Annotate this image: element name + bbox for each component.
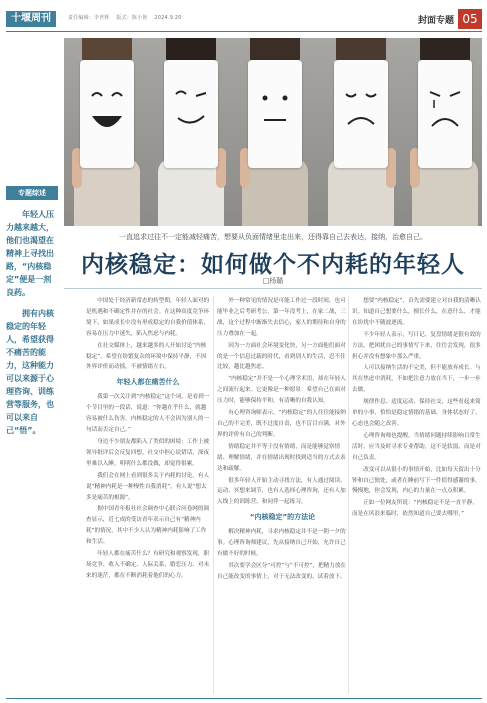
body-paragraph: 解决精神内耗，寻求内核稳定并不是一朝一夕的事。心理咨询师建议，先从接纳自己开始，允许自己有做不好的时候。 (217, 529, 346, 558)
photo-caption: 一直追求过往不一定能减轻痛苦，想要从负面情绪里走出来，还得靠自己去表达，接纳，治愈自己。 (119, 233, 427, 241)
body-paragraph: 据中国青年报社社会调查中心联合问卷网的调查显示，近七成的受访青年表示自己有“精神内耗”的情况，其中不少人认为精神内耗影响了工作和生活。 (86, 506, 210, 546)
body-paragraph: 年轻人都在痛苦什么？有研究和观察发现，职场竞争、收入不确定、人际关系、婚恋压力、对未来的迷茫，都在不断消耗着他们的心力。 (86, 551, 210, 579)
person-4 (326, 38, 396, 226)
body-paragraph: 人可以接纳生活的不完美，但不能放弃成长。与其在焦虑中消耗，不如把注意力放在当下，一步一步去做。 (352, 365, 481, 394)
body-paragraph: 身边不少朋友都陷入了类似的困境：工作上被领导批评后会反复回想，社交中担心说错话，深夜里难以入睡，明明什么都没做，却觉得很累。 (86, 438, 210, 467)
body-paragraph: 情绪稳定并不等于没有情绪，而是能够觉察情绪、理解情绪，并在情绪出现时找到适当的方式去表达和疏解。 (217, 443, 346, 472)
happy-face-mask (80, 60, 134, 168)
body-paragraph: 心理咨询师也提醒，当情绪问题持续影响日常生活时，应当及时寻求专业帮助，这不是软弱，而是对自己负责。 (352, 432, 481, 461)
body-paragraph: 在社交媒体上，越来越多的人开始讨论“内核稳定”，希望在纷繁复杂的环境中保持平静，不因外界评价而动摇，不被情绪左右。 (86, 342, 207, 371)
article-column-1 (86, 296, 210, 696)
sad-face-mask (334, 60, 388, 168)
neutral-face-mask (248, 60, 302, 168)
body-paragraph: 不少年轻人表示，写日记、复盘情绪是很有效的方法。把困扰自己的事情写下来，往往会发现，很多担心并没有想象中那么严重。 (352, 331, 481, 360)
top-rule (6, 31, 482, 32)
issue-date: 2024.9.20 (154, 15, 182, 21)
title-rule (64, 288, 482, 289)
editor-credits (68, 14, 187, 21)
sidebar-paragraph: 拥有内核稳定的年轻人，希望获得不痛苦的能力，这种能力可以来源于心理咨询、训练营等服务，也可以来自己“悟”。 (6, 309, 54, 435)
article-column-3 (352, 296, 483, 696)
person-2 (156, 38, 226, 226)
page-number: 05 (458, 9, 482, 29)
body-paragraph: 正如一位网友所说：“内核稳定不是一直平静，而是在风浪来临时，依然知道自己要去哪里。” (352, 500, 478, 518)
body-paragraph: 中国处于经济新常态的转型期，年轻人面对的是机遇和不确定性并存的社会。在这种高度竞争环境下，如果成长中没有形成稳定的自我价值体系，容易在压力中迷失，陷入焦虑与内耗。 (86, 298, 210, 337)
column-divider (213, 296, 214, 694)
section-heading: 年轻人都在痛苦什么 (116, 378, 180, 387)
section-title: 封面专题 (417, 16, 454, 26)
person-5 (410, 38, 480, 226)
layout-credit: 版式：陈小艳 (116, 15, 148, 21)
sidebar-paragraph: 年轻人压力越来越大，他们也渴望在精神上寻找出路，“内核稳定”便是一剂良药。 (6, 210, 54, 297)
body-paragraph: 外一种常见的情况是可能工作过一段时间，也可能毕业之后考研考公，第一年没考上，在家二战，三战，这个过程中渐渐失去信心，家人的期待和自身的压力叠加在一起。 (217, 298, 346, 337)
cover-photo (64, 38, 482, 226)
article-column-2 (217, 296, 348, 696)
body-paragraph: 想要“内核稳定”，首先需要建立对自我的清晰认识。知道自己想要什么，擅长什么，在意什么，才能在纷扰中不随波逐流。 (352, 298, 481, 326)
body-paragraph: 改变可以从很小的事情开始，比如每天留出十分钟和自己独处，或者在睡前写下一件值得感谢的事。慢慢地，你会发现，内心的力量在一点点积累。 (352, 466, 481, 495)
body-paragraph: 我们会在网上看到很多关于内耗的讨论，有人说“精神内耗是一种慢性自我消耗”，有人说“想太多是痛苦的根源”。 (86, 472, 210, 501)
column-divider (348, 296, 349, 694)
body-paragraph: 很多年轻人开始主动寻找方法，有人通过阅读、运动、冥想来调节，也有人选择心理咨询，还有人加入线上的训练营，和同伴一起练习。 (217, 477, 346, 506)
winking-face-mask (164, 60, 218, 168)
newspaper-brand: 十堰周刊 (6, 11, 56, 27)
body-paragraph: 其次要学会区分“可控”与“不可控”，把精力放在自己能改变的事情上，对于无法改变的，试着放下。 (217, 562, 347, 580)
sidebar-summary (6, 186, 58, 445)
body-paragraph: 因为一方面社会环境变化快，另一方面他们面对的是一个信息过载的时代，看到别人的生活，忍不住比较，越比越焦虑。 (217, 342, 346, 371)
body-paragraph: 有心理咨询师表示，“内核稳定”的人往往能接纳自己的不完美，既不过度自责，也不盲目自满，对外界的评价有自己的判断。 (217, 410, 346, 438)
section-heading: “内核稳定”的方法论 (249, 513, 316, 522)
sidebar-tag: 专题综述 (6, 186, 58, 200)
crying-face-mask (418, 60, 472, 168)
person-1 (72, 38, 142, 226)
article-title: 内核稳定：如何做个不内耗的年轻人 (81, 252, 465, 278)
body-paragraph: 我第一次关注到“内核稳定”这个词，是看到一个节目里的一段话，说道：“你越在乎什么，就越容易被什么伤害，内核稳定的人不会因为别人的一句话而否定自己。” (86, 394, 210, 434)
body-paragraph: 规律作息、适度运动、保持社交，这些看起来简单的小事，恰恰是稳定情绪的基础。身体状态好了，心态也会随之改善。 (352, 399, 481, 427)
person-3 (240, 38, 310, 226)
masthead (6, 9, 482, 29)
article-byline: □杨璐 (262, 277, 284, 285)
body-paragraph: “内核稳定”并不是一个心理学术语，却在年轻人之间流行起来。它更像是一种愿景：希望自己在面对压力时，能够保持平和，有清晰的自我认知。 (217, 376, 346, 405)
editor-credit: 责任编辑：李世辉 (68, 15, 110, 21)
bottom-rule (6, 698, 482, 699)
